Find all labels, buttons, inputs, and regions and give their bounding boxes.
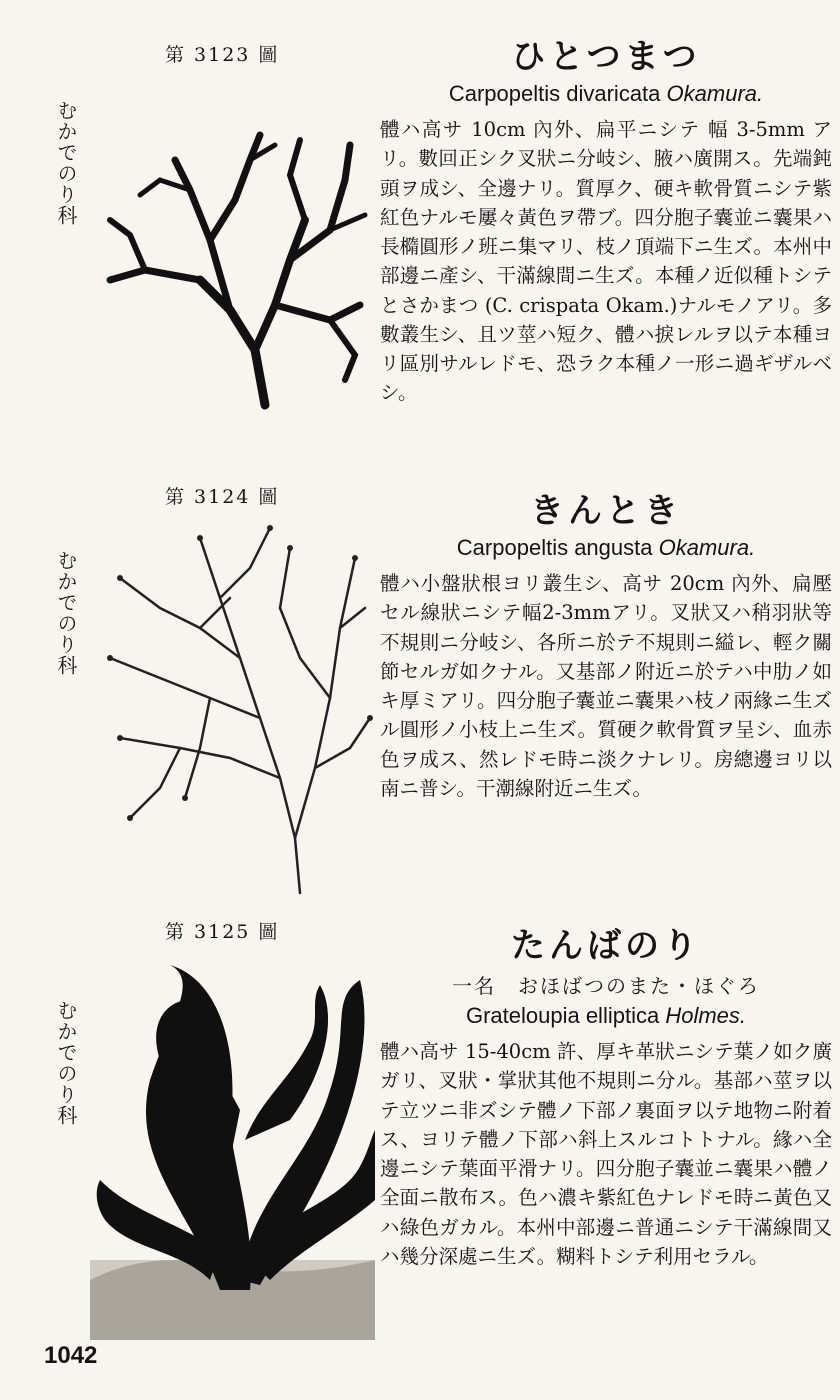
entry-3124 <box>0 470 840 900</box>
figure-label: 第 3125 圖 <box>165 921 280 943</box>
author: Holmes. <box>665 1003 747 1029</box>
entry-text <box>380 927 832 1271</box>
japanese-name: たんばのり <box>511 926 701 966</box>
scientific-name: Carpopeltis angusta Okamura. <box>456 535 756 561</box>
entry-3125 <box>0 905 840 1345</box>
family-label: むかでのり科 <box>54 550 78 676</box>
seaweed-illustration-kintoki <box>90 518 375 898</box>
scientific-name: Carpopeltis divaricata Okamura. <box>448 81 764 107</box>
entry-3123 <box>0 0 840 470</box>
author: Okamura. <box>658 535 756 561</box>
author: Okamura. <box>666 81 764 107</box>
japanese-name: きんとき <box>530 491 682 531</box>
scientific-name: Grateloupia elliptica Holmes. <box>465 1003 747 1029</box>
entry-text <box>380 492 832 803</box>
description: 體ハ高サ 10cm 內外、扁平ニシテ 幅 3-5mm アリ。數回正シク叉狀ニ分岐シ、腋ハ廣開ス。先端鈍頭ヲ成シ、全邊ナリ。質厚ク、硬キ軟骨質ニシテ紫紅色ナルモ屢々黃色ヲ帶ブ。四分胞子囊並ニ囊果ハ長橢圓形ノ班ニ集マリ、枝ノ頂端下ニ生ズ。本州中部邊ニ產シ、干滿線間ニ生ズ。本種ノ近似種トシテとさかまつ (C. crispata Okam.)ナルモノアリ。多數叢生シ、且ツ莖ハ短ク、體ハ捩レルヲ以テ本種ヨリ區別サルレドモ、恐ラク本種ノ一形ニ過ギザルベシ。 <box>380 118 832 405</box>
family-label: むかでのり科 <box>54 100 78 226</box>
entry-text <box>380 38 832 408</box>
figure-label: 第 3123 圖 <box>165 44 280 66</box>
japanese-name: ひとつまつ <box>511 37 701 77</box>
seaweed-illustration-hitotsumatsu <box>90 120 375 410</box>
family-label: むかでのり科 <box>54 1000 78 1126</box>
seaweed-illustration-tanbanori <box>90 960 375 1340</box>
alternate-name: 一名 おほばつのまた・ほぐろ <box>452 974 760 999</box>
page-number: 1042 <box>44 1342 98 1369</box>
description: 體ハ小盤狀根ヨリ叢生シ、高サ 20cm 內外、扁壓セル線狀ニシテ幅2-3mmアリ。叉狀又ハ稍羽狀等不規則ニ分岐シ、各所ニ於テ不規則ニ縊レ、輕ク關節セルガ如クナル。又基部ノ附近ニ於テハ中肋ノ如キ厚ミアリ。四分胞子囊並ニ囊果ハ枝ノ兩緣ニ生ズル圓形ノ小枝上ニ生ズ。質硬ク軟骨質ヲ呈シ、血赤色ヲ成ス、然レドモ時ニ淡クナレリ。房總邊ヨリ以南ニ普シ。干潮線附近ニ生ズ。 <box>380 572 832 800</box>
figure-label: 第 3124 圖 <box>165 486 280 508</box>
description: 體ハ高サ 15-40cm 許、厚キ革狀ニシテ葉ノ如ク廣ガリ、叉狀・掌狀其他不規則ニ分ル。基部ハ莖ヲ以テ立ツニ非ズシテ體ノ下部ノ裏面ヲ以テ地物ニ附着ス、ヨリテ體ノ下部ハ斜上スルコトトナル。緣ハ全邊ニシテ葉面平滑ナリ。四分胞子囊並ニ囊果ハ體ノ全面ニ散布ス。色ハ濃キ紫紅色ナレドモ時ニ黃色又ハ綠色ガカル。本州中部邊ニ普通ニシテ干滿線間又ハ幾分深處ニ生ズ。糊料トシテ利用セラル。 <box>380 1040 832 1268</box>
